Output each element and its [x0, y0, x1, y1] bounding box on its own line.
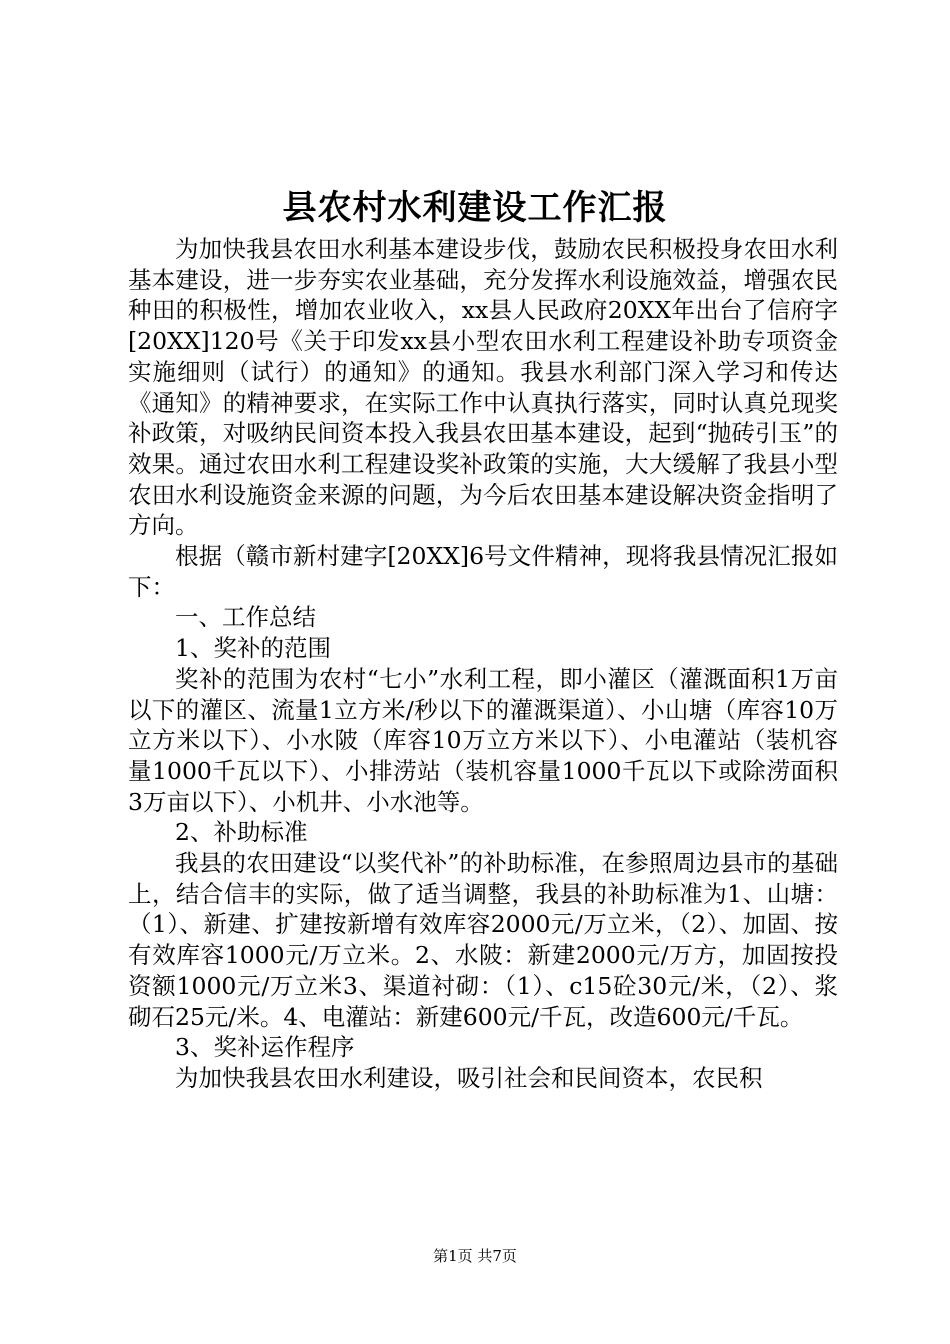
- document-title: 县农村水利建设工作汇报: [282, 188, 668, 228]
- subsection-heading-standard: 2、补助标准: [175, 818, 308, 847]
- paragraph-intro: 为加快我县农田水利基本建设步伐，鼓励农民积极投身农田水利基本建设，进一步夯实农业基础，充分发挥水利设施效益，增强农民种田的积极性，增加农业收入，xx县人民政府20XX年出台了信府字[20XX]120号《关于印发xx县小型农田水利工程建设补助专项资金实施细则（试行）的通知》的通知。我县水利部门深入学习和传达《通知》的精神要求，在实际工作中认真执行落实，同时认真兑现奖补政策，对吸纳民间资本投入我县农田基本建设，起到“抛砖引玉”的效果。通过农田水利工程建设奖补政策的实施，大大缓解了我县小型农田水利设施资金来源的问题，为今后农田基本建设解决资金指明了方向。: [128, 235, 838, 540]
- paragraph-basis: 根据（赣市新村建字[20XX]6号文件精神，现将我县情况汇报如下：: [128, 542, 838, 601]
- document-body: [128, 234, 838, 1094]
- paragraph-procedure: 为加快我县农田水利建设，吸引社会和民间资本，农民积: [175, 1063, 763, 1092]
- page-number-footer: 第1页 共7页: [433, 1247, 517, 1265]
- paragraph-scope: 奖补的范围为农村“七小”水利工程，即小灌区（灌溉面积1万亩以下的灌区、流量1立方米/秒以下的灌溉渠道）、小山塘（库容10万立方米以下）、小水陂（库容10万立方米以下）、小电灌站（装机容量1000千瓦以下）、小排涝站（装机容量1000千瓦以下或除涝面积3万亩以下）、小机井、小水池等。: [128, 664, 838, 816]
- subsection-heading-procedure: 3、奖补运作程序: [175, 1033, 355, 1062]
- section-heading-work-summary: 一、工作总结: [175, 603, 316, 632]
- subsection-heading-scope: 1、奖补的范围: [175, 634, 331, 663]
- paragraph-standard: 我县的农田建设“以奖代补”的补助标准，在参照周边县市的基础上，结合信丰的实际，做了适当调整，我县的补助标准为1、山塘：（1）、新建、扩建按新增有效库容2000元/万立米，（2）、加固、按有效库容1000元/万立米。2、水陂：新建2000元/万方，加固按投资额1000元/万立米3、渠道衬砌：（1）、c15砼30元/米，（2）、浆砌石25元/米。4、电灌站：新建600元/千瓦，改造600元/千瓦。: [128, 849, 838, 1031]
